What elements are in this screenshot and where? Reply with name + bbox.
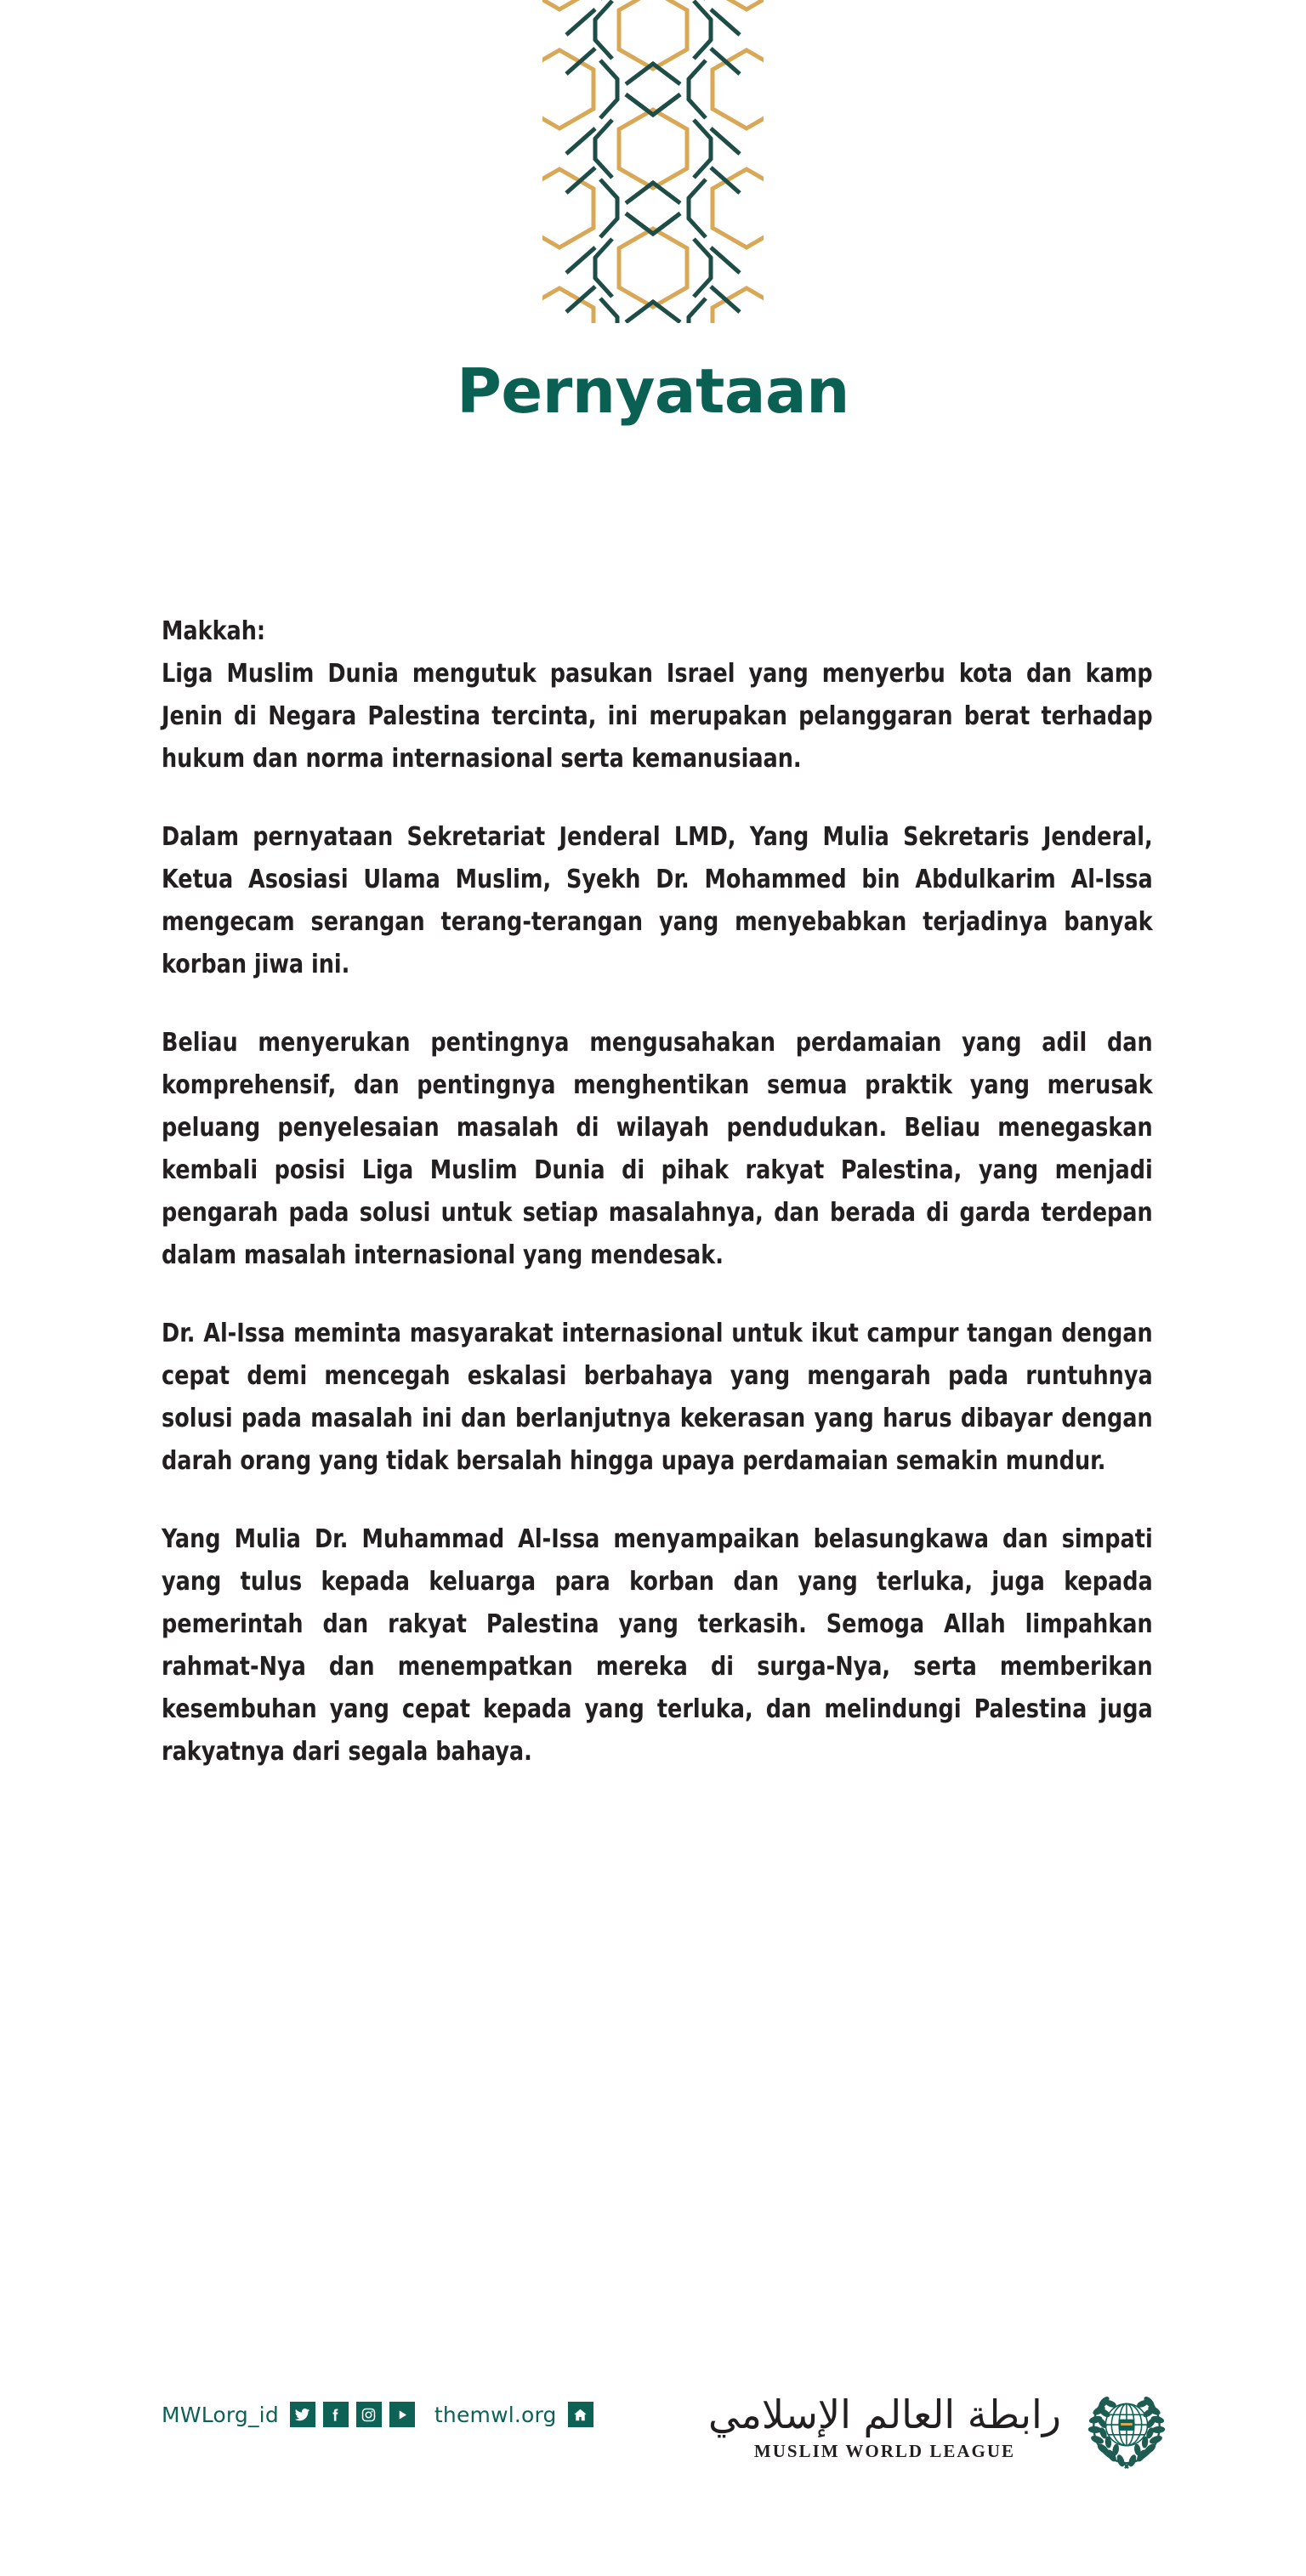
website-label: themwl.org [434, 2402, 557, 2427]
mwl-logo [708, 2376, 1177, 2477]
statement-body [162, 610, 1153, 1773]
home-house-glyph [572, 2407, 588, 2423]
paragraph [162, 816, 1153, 986]
instagram-icon[interactable] [356, 2402, 382, 2427]
footer [0, 2359, 1306, 2495]
social-links [162, 2402, 593, 2427]
paragraph-text: Yang Mulia Dr. Muhammad Al-Issa menyampaikan belasungkawa dan simpati yang tulus kepada keluarga para korban dan yang terluka, juga kepada pemerintah dan rakyat Palestina yang terkasih. Semoga Allah limpahkan rahmat-Nya dan menempatkan mereka di surga-Nya, serta memberikan kesembuhan yang cepat kepada yang terluka, dan melindungi Palestina juga rakyatnya dari segala bahaya. [162, 1524, 1153, 1767]
mwl-arabic-name: رابطة العالم الإسلامي [707, 2391, 1061, 2437]
mwl-english-name: MUSLIM WORLD LEAGUE [753, 2441, 1016, 2462]
page-title: Pernyataan [457, 355, 849, 427]
paragraph [162, 610, 1153, 780]
paragraph-text: Dr. Al-Issa meminta masyarakat internasional untuk ikut campur tangan dengan cepat demi mencegah eskalasi berbahaya yang mengarah pada runtuhnya solusi pada masalah ini dan berlanjutnya kekerasan yang harus dibayar dengan darah orang yang tidak bersalah hingga upaya perdamaian semakin mundur. [162, 1319, 1153, 1476]
paragraph-text: Dalam pernyataan Sekretariat Jenderal LMD, Yang Mulia Sekretaris Jenderal, Ketua Asosiasi Ulama Muslim, Syekh Dr. Mohammed bin Abdulkarim Al-Issa mengecam serangan terang-terangan yang menyebabkan terjadinya banyak korban jiwa ini. [162, 822, 1153, 979]
home-icon[interactable] [568, 2402, 593, 2427]
header-ornament [0, 0, 1306, 323]
social-handle: MWLorg_id [162, 2402, 279, 2427]
paragraph-text: Beliau menyerukan pentingnya mengusahakan perdamaian yang adil dan komprehensif, dan pentingnya menghentikan semua praktik yang merusak peluang penyelesaian masalah di wilayah pendudukan. Beliau menegaskan kembali posisi Liga Muslim Dunia di pihak rakyat Palestina, yang menjadi pengarah pada solusi untuk setiap masalahnya, dan berada di garda terdepan dalam masalah internasional yang mendesak. [162, 1028, 1153, 1270]
mwl-globe-laurel-emblem-icon [1076, 2376, 1177, 2477]
instagram-camera-glyph [361, 2407, 377, 2423]
twitter-bird-glyph [294, 2407, 310, 2423]
facebook-f-glyph [327, 2407, 344, 2423]
paragraph [162, 1022, 1153, 1277]
paragraph-lead: Makkah: [162, 616, 266, 646]
youtube-play-glyph [394, 2407, 410, 2423]
mwl-logo-text [708, 2391, 1061, 2463]
twitter-icon[interactable] [290, 2402, 315, 2427]
youtube-icon[interactable] [389, 2402, 415, 2427]
paragraph-text: Liga Muslim Dunia mengutuk pasukan Israel yang menyerbu kota dan kamp Jenin di Negara Palestina tercinta, ini merupakan pelanggaran berat terhadap hukum dan norma internasional serta kemanusiaan. [162, 659, 1153, 774]
paragraph [162, 1313, 1153, 1483]
facebook-icon[interactable] [323, 2402, 349, 2427]
paragraph [162, 1518, 1153, 1773]
islamic-geometric-hexagon-pattern-icon [542, 0, 764, 323]
